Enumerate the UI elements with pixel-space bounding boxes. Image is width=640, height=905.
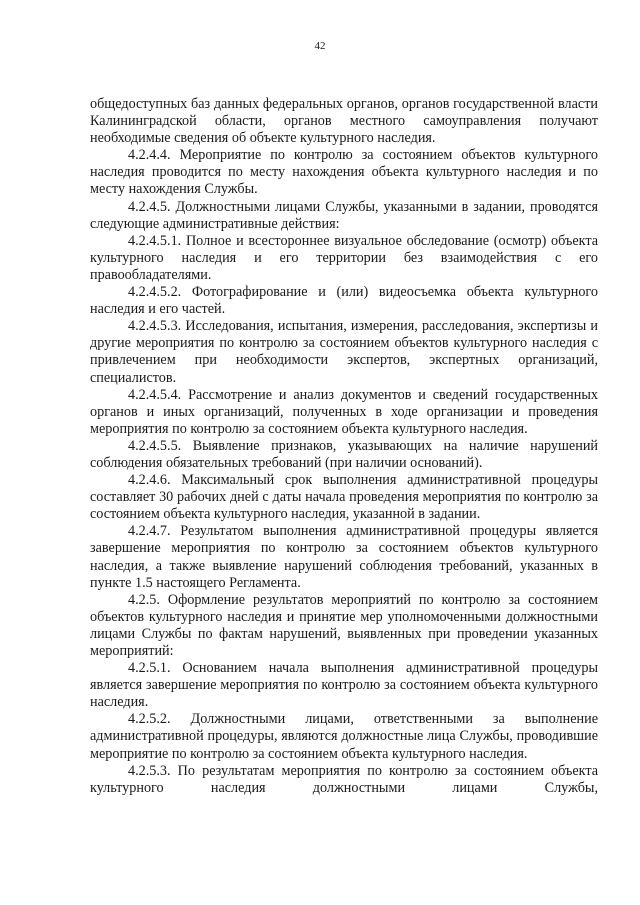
paragraph-4-2-5-3: 4.2.5.3. По результатам мероприятия по контролю за состоянием объекта культурного наследия должностными лицами Службы,	[90, 762, 598, 796]
paragraph-4-2-4-5-2: 4.2.4.5.2. Фотографирование и (или) видеосъемка объекта культурного наследия и его частей.	[90, 284, 598, 318]
paragraph-4-2-4-5-4: 4.2.4.5.4. Рассмотрение и анализ документов и сведений государственных органов и иных организаций, полученных в ходе организации и проведения мероприятия по контролю за состоянием объекта культурного наследия.	[90, 386, 598, 437]
paragraph-4-2-5: 4.2.5. Оформление результатов мероприятий по контролю за состоянием объектов культурного наследия и принятие мер уполномоченными должностными лицами Службы по фактам нарушений, выявленных при проведении указанных мероприятий:	[90, 591, 598, 659]
document-body	[90, 96, 598, 797]
paragraph-4-2-4-7: 4.2.4.7. Результатом выполнения административной процедуры является завершение мероприятия по контролю за состоянием объектов культурного наследия, а также выявление нарушений соблюдения требований, указанных в пункте 1.5 настоящего Регламента.	[90, 523, 598, 591]
paragraph-4-2-4-5-1: 4.2.4.5.1. Полное и всестороннее визуальное обследование (осмотр) объекта культурного наследия и его территории без взаимодействия с его правообладателями.	[90, 232, 598, 283]
paragraph-4-2-4-5-5: 4.2.4.5.5. Выявление признаков, указывающих на наличие нарушений соблюдения обязательных требований (при наличии оснований).	[90, 437, 598, 471]
page-number: 42	[314, 40, 326, 52]
paragraph-4-2-5-1: 4.2.5.1. Основанием начала выполнения административной процедуры является завершение мероприятия по контролю за состоянием объекта культурного наследия.	[90, 660, 598, 711]
paragraph-4-2-4-5-3: 4.2.4.5.3. Исследования, испытания, измерения, расследования, экспертизы и другие мероприятия по контролю за состоянием объектов культурного наследия с привлечением при необходимости экспертов, экспертных организаций, специалистов.	[90, 318, 598, 386]
paragraph-4-2-4-5: 4.2.4.5. Должностными лицами Службы, указанными в задании, проводятся следующие административные действия:	[90, 198, 598, 232]
paragraph-4-2-5-2: 4.2.5.2. Должностными лицами, ответственными за выполнение административной процедуры, являются должностные лица Службы, проводившие мероприятие по контролю за состоянием объекта культурного наследия.	[90, 711, 598, 762]
paragraph-4-2-4-4: 4.2.4.4. Мероприятие по контролю за состоянием объектов культурного наследия проводится по месту нахождения объекта культурного наследия и по месту нахождения Службы.	[90, 147, 598, 198]
paragraph-continuation: общедоступных баз данных федеральных органов, органов государственной власти Калининградской области, органов местного самоуправления получают необходимые сведения об объекте культурного наследия.	[90, 96, 598, 147]
paragraph-4-2-4-6: 4.2.4.6. Максимальный срок выполнения административной процедуры составляет 30 рабочих дней с даты начала проведения мероприятия по контролю за состоянием объекта культурного наследия, указанной в задании.	[90, 472, 598, 523]
